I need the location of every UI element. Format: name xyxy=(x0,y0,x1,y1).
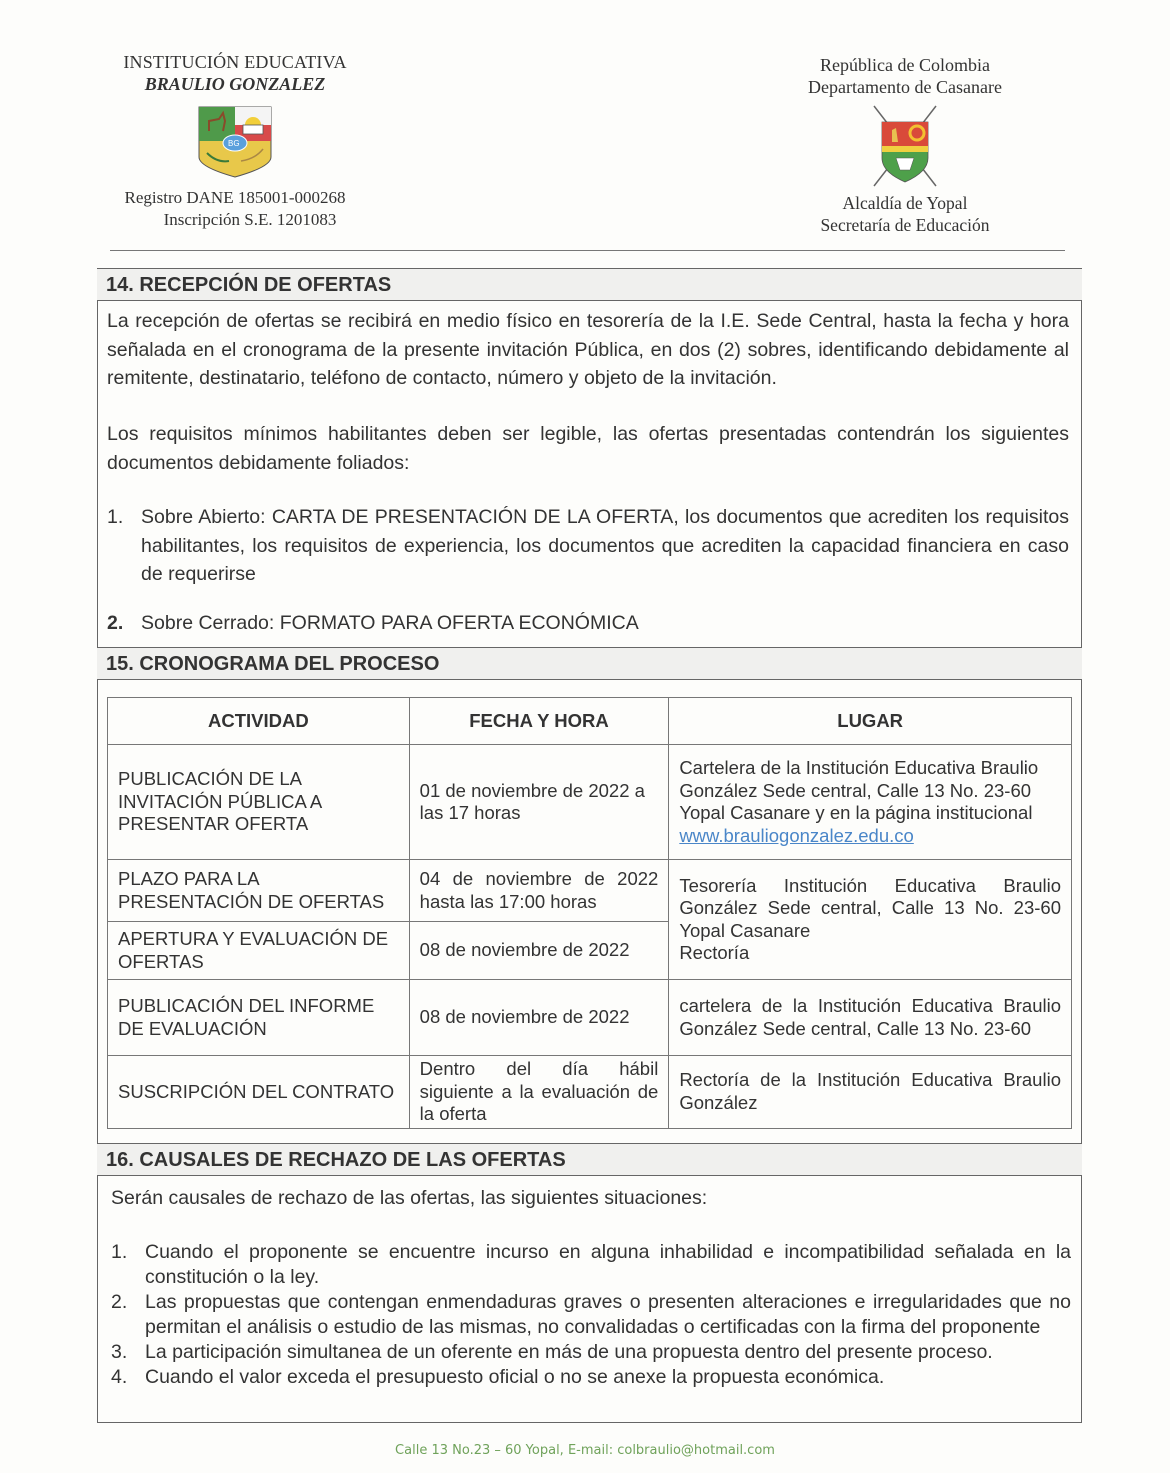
cronograma-table xyxy=(107,697,1072,1129)
table-row xyxy=(108,745,1072,860)
cell-actividad: PLAZO PARA LA PRESENTACIÓN DE OFERTAS xyxy=(108,860,410,922)
institution-website-link[interactable]: www.brauliogonzalez.edu.co xyxy=(679,824,914,846)
section-14-paragraph-2: Los requisitos mínimos habilitantes deben ser legible, las ofertas presentadas contendrán los siguientes documentos debidamente foliados: xyxy=(107,423,1069,474)
header-divider xyxy=(110,250,1065,251)
lugar-text: Cartelera de la Institución Educativa Braulio González Sede central, Calle 13 No. 23-60 Yopal Casanare y en la página institucional xyxy=(679,757,1039,823)
table-header-row xyxy=(108,698,1072,745)
cell-fecha: 08 de noviembre de 2022 xyxy=(409,980,669,1056)
casanare-coat-of-arms-icon xyxy=(860,102,950,188)
cell-actividad: SUSCRIPCIÓN DEL CONTRATO xyxy=(108,1056,410,1129)
section-14-list-item xyxy=(107,503,1069,589)
departamento-line: Departamento de Casanare xyxy=(808,77,1002,97)
list-number: 1. xyxy=(111,1241,128,1263)
list-number: 4. xyxy=(111,1366,128,1388)
list-text: La participación simultanea de un oferente en más de una propuesta dentro del presente proceso. xyxy=(145,1341,993,1363)
institution-line: INSTITUCIÓN EDUCATIVA xyxy=(123,52,347,72)
footer-address: Calle 13 No.23 – 60 Yopal, E-mail: colbraulio@hotmail.com xyxy=(395,1443,775,1458)
cell-lugar xyxy=(669,745,1072,860)
list-text: Las propuestas que contengan enmendaduras graves o presenten alteraciones e irregularidades que no permitan el análisis o estudio de las mismas, no convalidadas o certificadas con la firma del proponente xyxy=(145,1291,1071,1338)
section-16-title: 16. CAUSALES DE RECHAZO DE LAS OFERTAS xyxy=(97,1143,1082,1176)
table-row xyxy=(108,1056,1072,1129)
list-text: Cuando el valor exceda el presupuesto oficial o no se anexe la propuesta económica. xyxy=(145,1366,885,1388)
republica-line: República de Colombia xyxy=(820,55,990,75)
section-16-list xyxy=(111,1240,1071,1390)
letterhead-right xyxy=(790,54,1020,236)
list-number: 3. xyxy=(111,1341,128,1363)
list-number: 2. xyxy=(111,1291,128,1313)
list-text: Sobre Abierto: CARTA DE PRESENTACIÓN DE LA OFERTA, los documentos que acrediten los requisitos habilitantes, los requisitos de experiencia, los documentos que acrediten la capacidad financiera en caso de requerirse xyxy=(141,506,1069,585)
list-item xyxy=(111,1365,1071,1390)
cell-fecha: 04 de noviembre de 2022 hasta las 17:00 horas xyxy=(409,860,669,922)
list-text: Sobre Cerrado: FORMATO PARA OFERTA ECONÓMICA xyxy=(141,612,639,634)
registro-dane: Registro DANE 185001-000268 xyxy=(124,188,346,207)
lugar-extra: Rectoría xyxy=(679,942,750,963)
list-item xyxy=(111,1290,1071,1340)
lugar-text: Tesorería Institución Educativa Braulio González Sede central, Calle 13 No. 23-60 Yopal Casanare xyxy=(679,874,1061,941)
cell-actividad: PUBLICACIÓN DEL INFORME DE EVALUACIÓN xyxy=(108,980,410,1056)
table-row xyxy=(108,860,1072,922)
section-14-title: 14. RECEPCIÓN DE OFERTAS xyxy=(97,268,1082,301)
svg-text:BG: BG xyxy=(228,139,240,148)
cell-actividad: PUBLICACIÓN DE LA INVITACIÓN PÚBLICA A PRESENTAR OFERTA xyxy=(108,745,410,860)
column-header-lugar: LUGAR xyxy=(669,698,1072,745)
cell-lugar: cartelera de la Institución Educativa Braulio González Sede central, Calle 13 No. 23-60 xyxy=(669,980,1072,1056)
cell-fecha: 08 de noviembre de 2022 xyxy=(409,922,669,980)
list-item xyxy=(111,1240,1071,1290)
list-number: 1. xyxy=(107,506,124,528)
cell-fecha: Dentro del día hábil siguiente a la evaluación de la oferta xyxy=(409,1056,669,1129)
section-14-list-item xyxy=(107,609,1069,638)
cell-actividad: APERTURA Y EVALUACIÓN DE OFERTAS xyxy=(108,922,410,980)
alcaldia-line: Alcaldía de Yopal xyxy=(842,193,968,213)
inscripcion-se: Inscripción S.E. 1201083 xyxy=(163,210,337,229)
list-text: Cuando el proponente se encuentre incurso en alguna inhabilidad e incompatibilidad señalada en la constitución o la ley. xyxy=(145,1241,1071,1288)
cell-fecha: 01 de noviembre de 2022 a las 17 horas xyxy=(409,745,669,860)
section-14-paragraph-1: La recepción de ofertas se recibirá en medio físico en tesorería de la I.E. Sede Central, hasta la fecha y hora señalada en el cronograma de la presente invitación Pública, en dos (2) sobres, identificando debidamente al remitente, destinatario, teléfono de contacto, número y objeto de la invitación. xyxy=(107,310,1069,389)
column-header-fecha: FECHA Y HORA xyxy=(409,698,669,745)
institution-name: BRAULIO GONZALEZ xyxy=(144,74,326,94)
table-row xyxy=(108,980,1072,1056)
cell-lugar: Rectoría de la Institución Educativa Braulio González xyxy=(669,1056,1072,1129)
list-item xyxy=(111,1340,1071,1365)
secretaria-line: Secretaría de Educación xyxy=(820,215,990,235)
letterhead-left xyxy=(100,52,370,231)
section-15-title: 15. CRONOGRAMA DEL PROCESO xyxy=(97,647,1082,680)
cell-lugar xyxy=(669,860,1072,980)
school-coat-of-arms-icon xyxy=(195,105,275,179)
column-header-actividad: ACTIVIDAD xyxy=(108,698,410,745)
list-number: 2. xyxy=(107,612,124,634)
section-16-intro: Serán causales de rechazo de las ofertas, las siguientes situaciones: xyxy=(111,1187,708,1209)
